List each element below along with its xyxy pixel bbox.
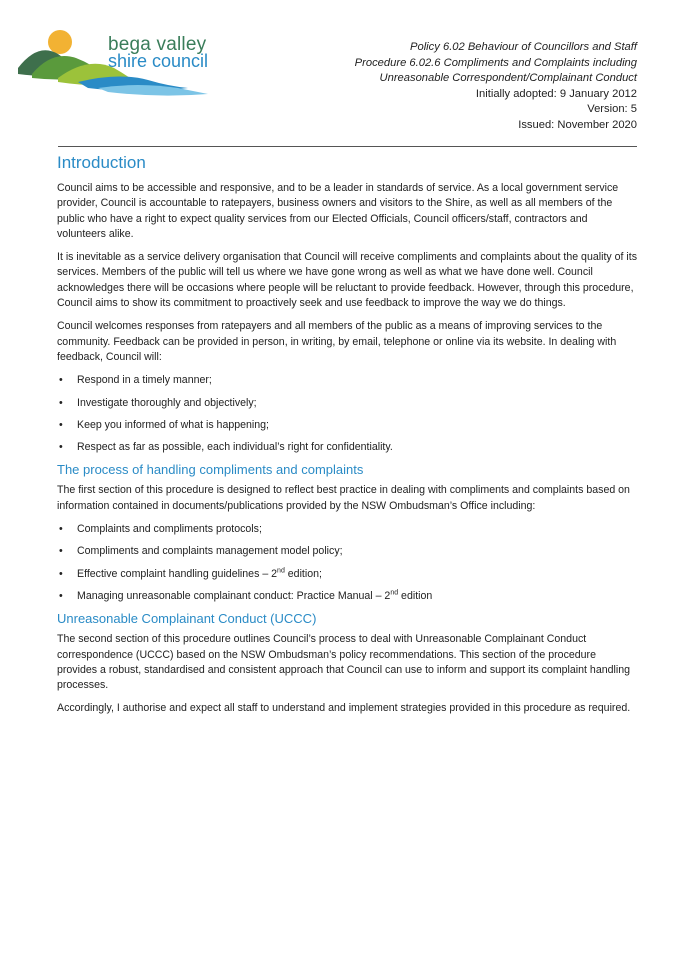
list-item: • Keep you informed of what is happening; bbox=[57, 418, 637, 433]
bullet-icon: • bbox=[59, 441, 63, 454]
ombudsman-publications-list bbox=[57, 522, 637, 604]
list-item: • Investigate thoroughly and objectively; bbox=[57, 396, 637, 411]
list-item: • Compliments and complaints management model policy; bbox=[57, 544, 637, 559]
policy-title: Policy 6.02 Behaviour of Councillors and Staff bbox=[410, 41, 637, 53]
document-metadata bbox=[307, 40, 637, 134]
list-item: • Complaints and compliments protocols; bbox=[57, 522, 637, 537]
logo-wordmark bbox=[108, 36, 208, 70]
list-item: • Respect as far as possible, each individual’s right for confidentiality. bbox=[57, 440, 637, 455]
document-body bbox=[57, 153, 637, 725]
bullet-icon: • bbox=[59, 396, 63, 409]
adopted-date: Initially adopted: 9 January 2012 bbox=[475, 87, 637, 100]
bullet-icon: • bbox=[59, 418, 63, 431]
list-item: • Respond in a timely manner; bbox=[57, 373, 637, 388]
header-divider bbox=[58, 146, 637, 147]
logo-line-1: bega valley bbox=[108, 34, 207, 55]
introduction-heading: Introduction bbox=[57, 153, 146, 172]
intro-paragraph-2: It is inevitable as a service delivery organisation that Council will receive compliments and complaints about the quality of its services. Members of the public will tell us where we have gone wrong as well as what we have done well. Council acknowledges there will be occasions where people will be reluctant to provide feedback. However, through this procedure, Council aims to show its commitment to proactively seek and use feedback to improve the way we do things. bbox=[57, 251, 637, 310]
process-paragraph: The first section of this procedure is designed to reflect best practice in dealing with compliments and complaints based on information contained in documents/publications provided by the NSW Ombudsman’s Office including: bbox=[57, 484, 630, 512]
bullet-icon: • bbox=[59, 374, 63, 387]
intro-paragraph-3: Council welcomes responses from ratepayers and all members of the public as a means of improving services to the community. Feedback can be provided in person, in writing, by email, telephone or online via its website. In dealing with feedback, Council will: bbox=[57, 320, 617, 363]
issued-date: Issued: November 2020 bbox=[518, 118, 637, 131]
intro-paragraph-1: Council aims to be accessible and responsive, and to be a leader in standards of service. As a local government service provider, Council is accountable to ratepayers, business owners and visitors to the Shire, as well as all members of the public who have a right to expect quality services from our Elected Officials, Council officers/staff, contractors and volunteers alike. bbox=[57, 182, 619, 240]
bullet-icon: • bbox=[59, 589, 63, 602]
version-number: Version: 5 bbox=[587, 103, 637, 116]
list-item: • Effective complaint handling guidelines – 2nd edition; bbox=[57, 567, 637, 582]
uccc-paragraph-1: The second section of this procedure outlines Council’s process to deal with Unreasonable Complainant Conduct correspondence (UCCC) based on the NSW Ombudsman’s policy recommendations. This section of the procedure provides a robust, standardised and consistent approach that Council can use to inform and support its complaint handling processes. bbox=[57, 633, 630, 692]
logo-line-2: shire council bbox=[108, 51, 209, 71]
bullet-icon: • bbox=[59, 545, 63, 558]
council-commitments-list bbox=[57, 373, 637, 455]
procedure-title-line-2: Unreasonable Correspondent/Complainant Conduct bbox=[379, 72, 637, 85]
uccc-paragraph-2: Accordingly, I authorise and expect all staff to understand and implement strategies provided in this procedure as required. bbox=[57, 702, 631, 715]
process-heading: The process of handling compliments and complaints bbox=[57, 462, 364, 478]
bullet-icon: • bbox=[59, 567, 63, 580]
bullet-icon: • bbox=[59, 523, 63, 536]
procedure-title-line-1: Procedure 6.02.6 Compliments and Complaints including bbox=[354, 56, 637, 69]
uccc-heading: Unreasonable Complainant Conduct (UCCC) bbox=[57, 611, 317, 627]
list-item: • Managing unreasonable complainant conduct: Practice Manual – 2nd edition bbox=[57, 589, 637, 604]
